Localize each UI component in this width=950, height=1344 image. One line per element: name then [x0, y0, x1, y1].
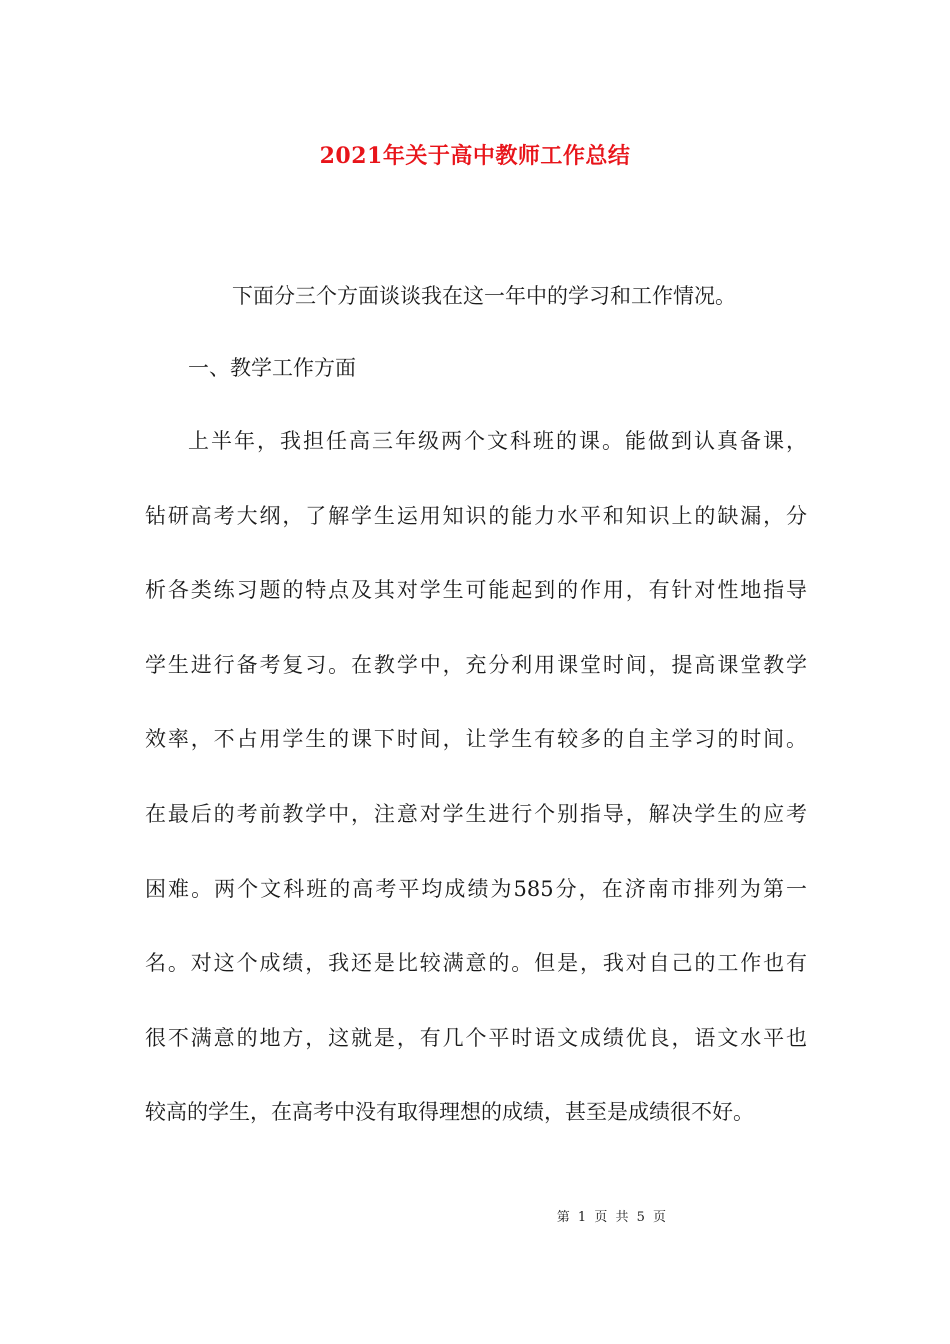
document-title: 2021年关于高中教师工作总结 — [319, 143, 631, 169]
body-line: 效率，不占用学生的课下时间，让学生有较多的自主学习的时间。 — [145, 727, 807, 752]
intro-paragraph: 下面分三个方面谈谈我在这一年中的学习和工作情况。 — [232, 284, 736, 308]
body-line: 上半年，我担任高三年级两个文科班的课。能做到认真备课， — [188, 429, 807, 453]
body-line: 困难。两个文科班的高考平均成绩为585分，在济南市排列为第一 — [145, 876, 807, 901]
body-line: 在最后的考前教学中，注意对学生进行个别指导，解决学生的应考 — [145, 801, 807, 826]
page-footer — [0, 1208, 950, 1228]
page-number-indicator: 第 1 页 共 5 页 — [556, 1210, 668, 1225]
body-line: 学生进行备考复习。在教学中，充分利用课堂时间，提高课堂教学 — [145, 652, 807, 677]
body-line: 析各类练习题的特点及其对学生可能起到的作用，有针对性地指导 — [145, 578, 807, 603]
section-heading-teaching: 一、教学工作方面 — [188, 356, 356, 380]
body-line: 较高的学生，在高考中没有取得理想的成绩，甚至是成绩很不好。 — [145, 1100, 754, 1125]
body-line: 很不满意的地方，这就是，有几个平时语文成绩优良，语文水平也 — [145, 1025, 807, 1050]
section-body-teaching — [145, 423, 807, 1169]
body-line: 名。对这个成绩，我还是比较满意的。但是，我对自己的工作也有 — [145, 951, 807, 976]
body-line: 钻研高考大纲，了解学生运用知识的能力水平和知识上的缺漏，分 — [145, 503, 807, 528]
